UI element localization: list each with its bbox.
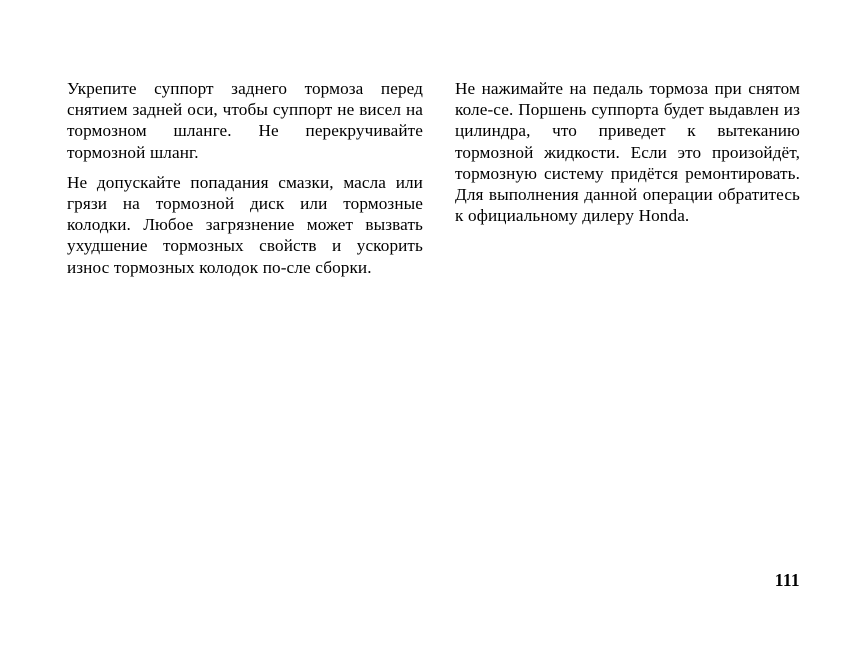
two-column-text-body [0, 78, 867, 278]
page-number: 111 [774, 570, 800, 590]
text-column-left [0, 78, 423, 278]
paragraph: Не допускайте попадания смазки, масла или грязи на тормозной диск или тормозные колодки. Любое загрязнение может вызвать ухудшение тормозных свойств и ускорить износ тормозных колодок по-сле сборки. [67, 172, 423, 277]
paragraph: Укрепите суппорт заднего тормоза перед снятием задней оси, чтобы суппорт не висел на тормозном шланге. Не перекручивайте тормозной шланг. [67, 79, 423, 162]
text-column-right [423, 78, 867, 226]
paragraph: Не нажимайте на педаль тормоза при снятом коле-се. Поршень суппорта будет выдавлен из цилиндра, что приведет к вытеканию тормозной жидкости. Если это произойдёт, тормозную систему придётся ремонтировать. Для выполнения данной операции обратитесь к официальному дилеру Honda. [455, 79, 800, 226]
